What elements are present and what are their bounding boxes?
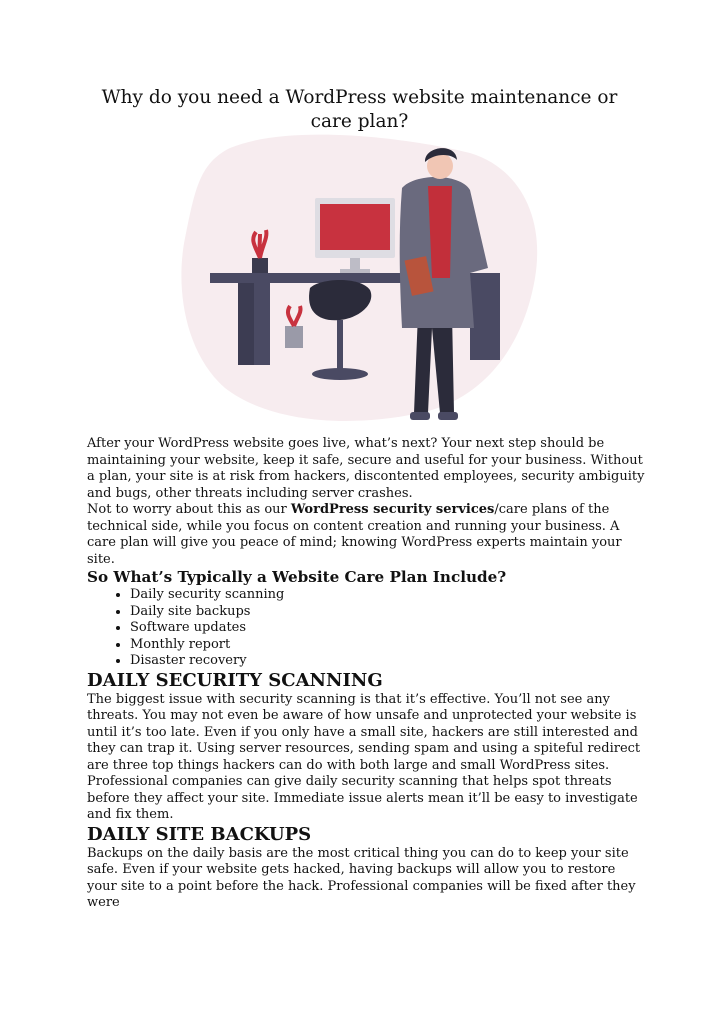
- security-paragraph: The biggest issue with security scanning is that it’s effective. You’ll not see any threats. You may not even be aware of how unsafe and unprotected your website is until it’s too late. Even if you only have a small site, hackers are still interested and they can trap it. Using server resources, sending spam and using a spiteful redirect are three top things hackers can do with both large and small WordPress sites. Professional companies can give daily security scanning that helps spot threats before they affect your site. Immediate issue alerts mean it’ll be easy to investigate and fix them.: [87, 691, 641, 822]
- floor-plant-pot: [285, 326, 303, 348]
- person-shoe-left: [410, 412, 430, 420]
- intro-paragraph-2: [87, 502, 647, 568]
- article-content: [87, 436, 647, 912]
- security-services-link[interactable]: WordPress security services: [290, 502, 495, 517]
- monitor-stand: [350, 258, 360, 270]
- page-title: Why do you need a WordPress website maintenance or care plan?: [101, 87, 618, 132]
- intro-text-after: /care plans of the technical side, while you focus on content creation and running your business. A care plan will give you peace of mind; knowing WordPress experts maintain your site.: [87, 502, 622, 567]
- office-illustration: [170, 128, 550, 428]
- monitor-screen: [320, 204, 390, 250]
- desk-right-panel: [470, 283, 500, 360]
- list-item: • Software updates: [130, 620, 647, 637]
- security-heading: DAILY SECURITY SCANNING: [87, 669, 383, 691]
- list-item: • Daily security scanning: [130, 587, 647, 604]
- backups-paragraph: Backups on the daily basis are the most critical thing you can do to keep your site safe. Even if your website gets hacked, having backups will allow you to restore your site to a point before the hack. Professional companies will be fixed after they were: [87, 845, 636, 910]
- person-shirt: [428, 186, 452, 278]
- chair-post: [337, 320, 343, 370]
- care-plan-list: [87, 587, 647, 670]
- backups-heading: DAILY SITE BACKUPS: [87, 823, 312, 845]
- desk-left-front: [238, 283, 254, 365]
- care-plan-heading: So What’s Typically a Website Care Plan Include?: [87, 568, 507, 586]
- list-item: • Daily site backups: [130, 604, 647, 621]
- desk-plant-pot: [252, 258, 268, 273]
- chair-base: [312, 368, 368, 380]
- intro-text-before: Not to worry about this as our: [87, 502, 291, 517]
- list-item: • Monthly report: [130, 637, 647, 654]
- intro-paragraph: After your WordPress website goes live, what’s next? Your next step should be maintaining your website, keep it safe, secure and useful for your business. Without a plan, your site is at risk from hackers, discontented employees, security ambiguity and bugs, other threats including server crashes.: [87, 436, 645, 501]
- monitor-base: [340, 269, 370, 273]
- person-shoe-right: [438, 412, 458, 420]
- list-item: • Disaster recovery: [130, 653, 647, 670]
